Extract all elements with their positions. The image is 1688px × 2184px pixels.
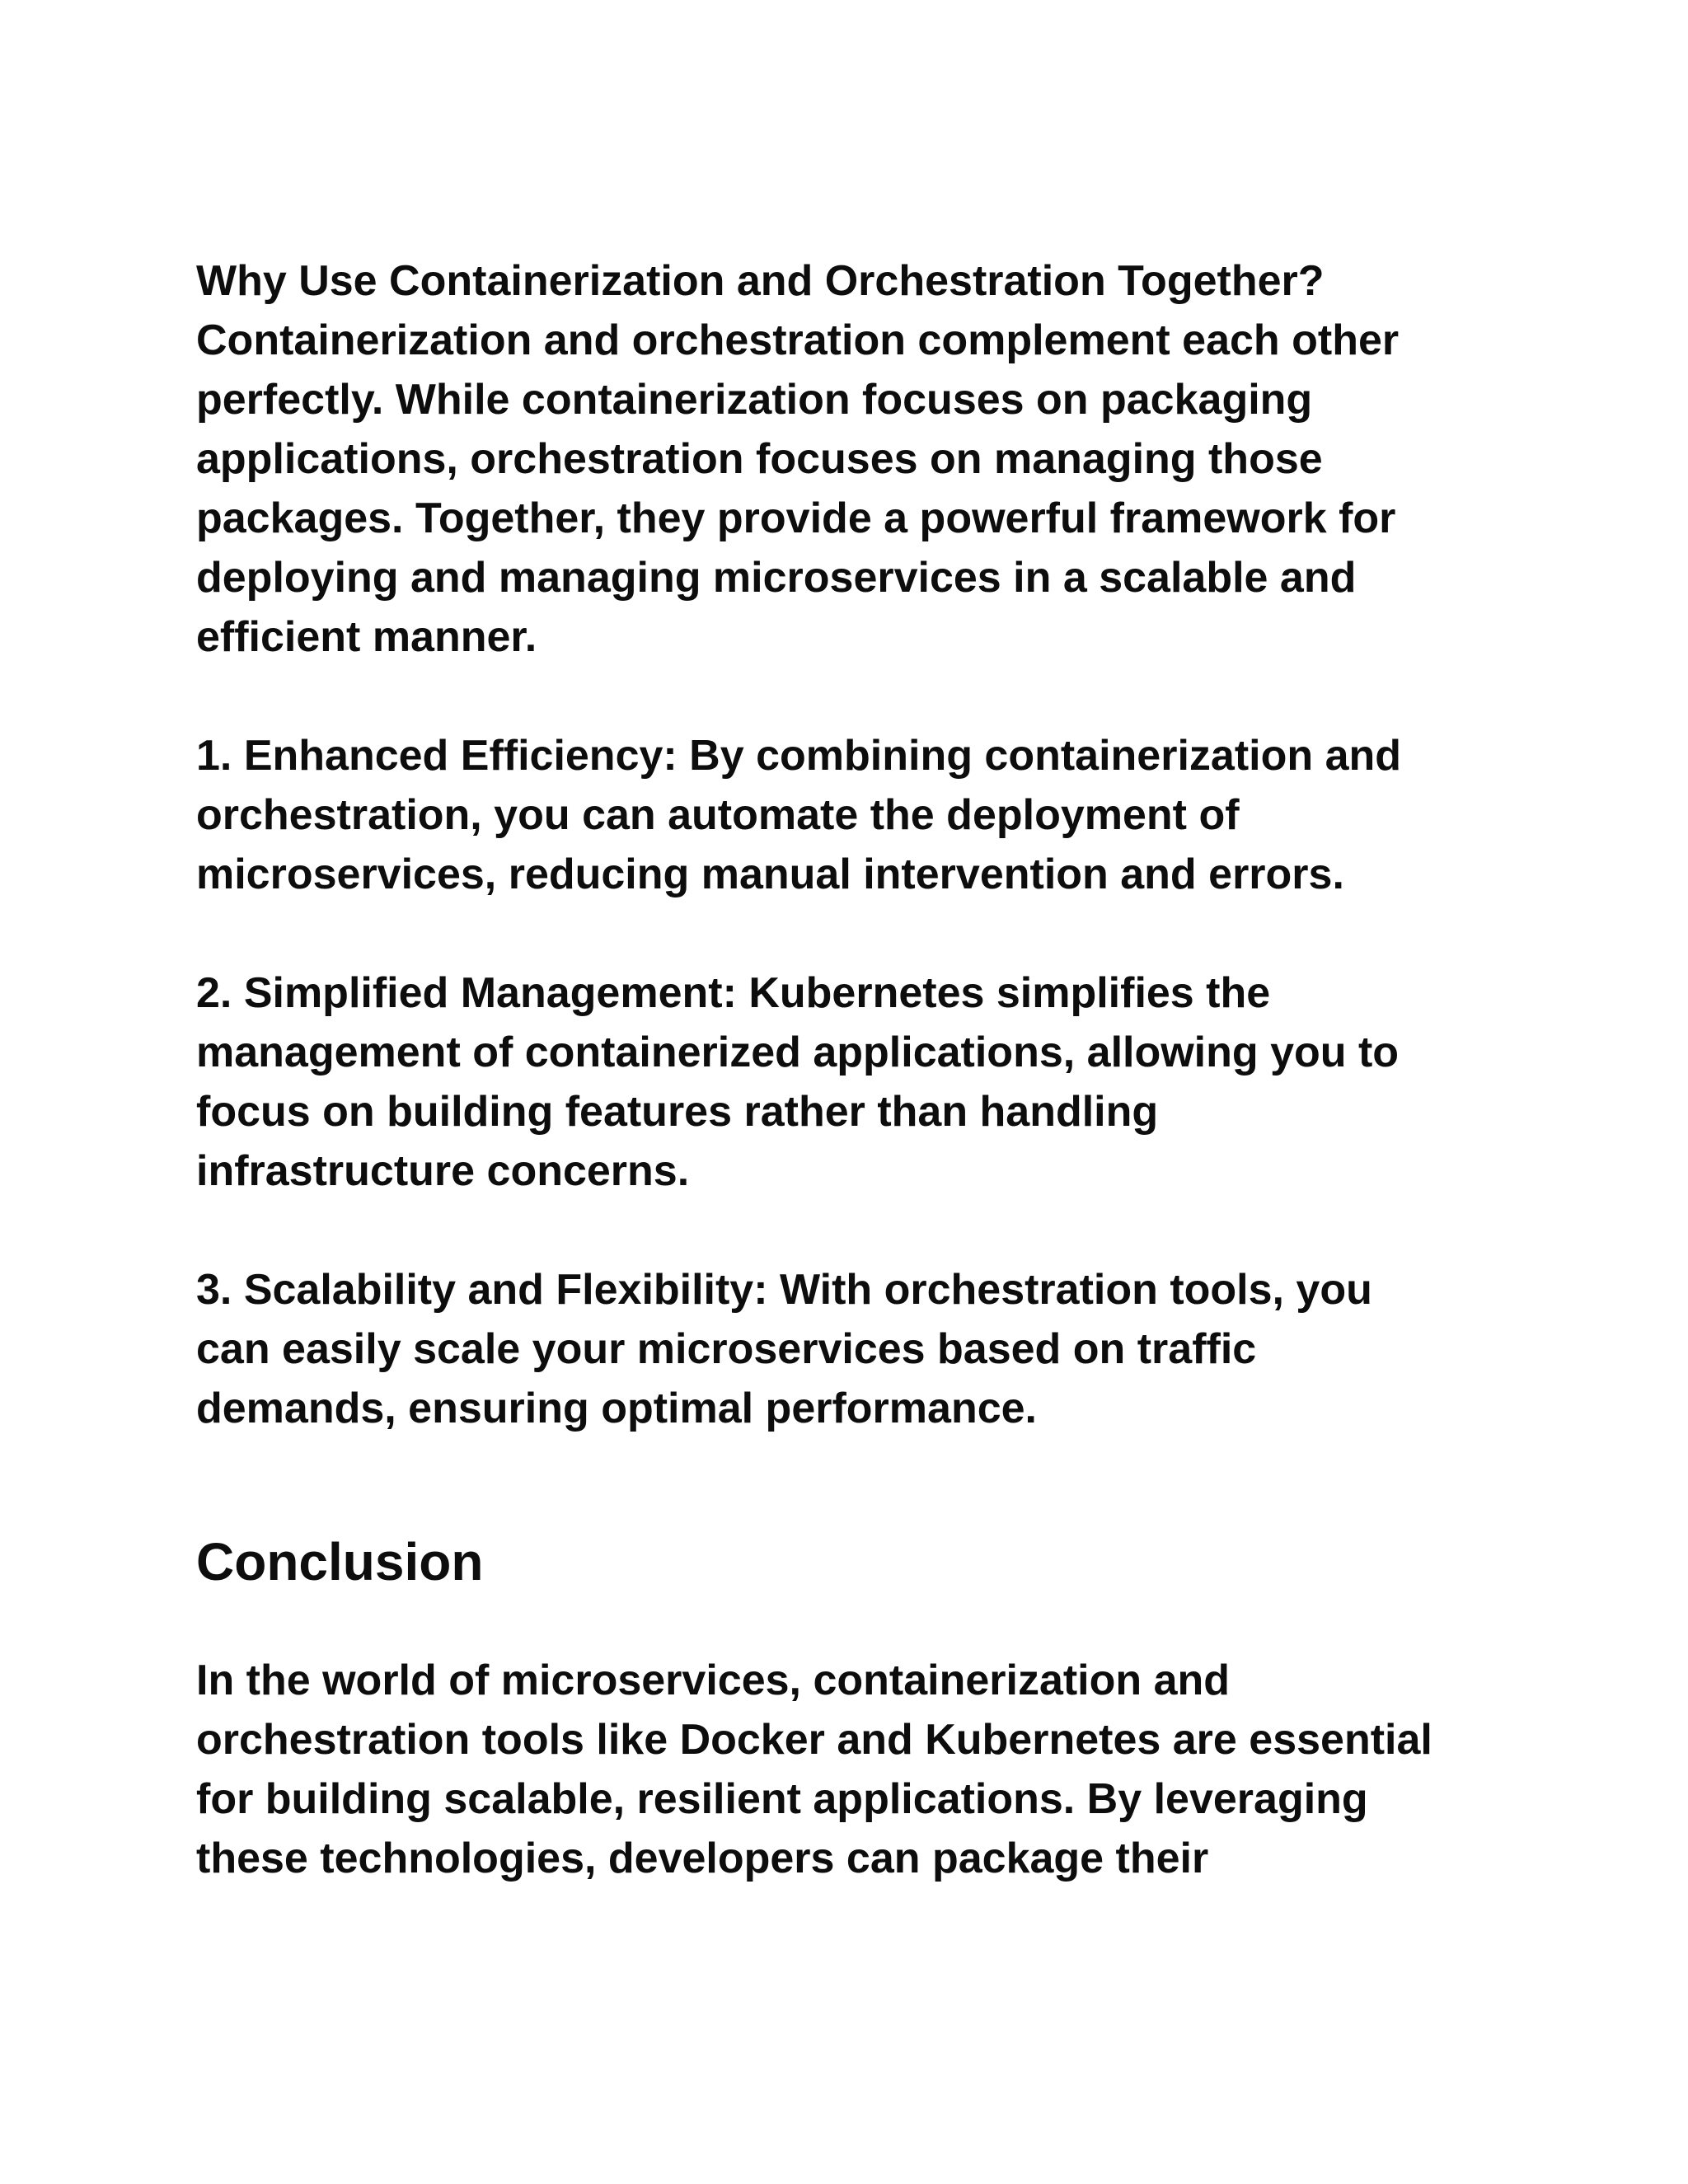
conclusion-heading: Conclusion bbox=[196, 1532, 484, 1591]
intro-line: perfectly. While containerization focuses on packaging bbox=[196, 376, 1313, 424]
intro-line: applications, orchestration focuses on managing those bbox=[196, 435, 1323, 483]
point-line: management of containerized applications, allowing you to bbox=[196, 1029, 1400, 1076]
spacer bbox=[196, 1438, 1498, 1529]
spacer bbox=[196, 1595, 1498, 1651]
spacer bbox=[196, 1201, 1498, 1260]
spacer bbox=[196, 904, 1498, 963]
point-3-paragraph bbox=[196, 1260, 1498, 1438]
intro-paragraph bbox=[196, 251, 1498, 667]
point-line: orchestration, you can automate the deployment of bbox=[196, 791, 1240, 839]
intro-line: Containerization and orchestration complement each other bbox=[196, 316, 1400, 364]
intro-line: efficient manner. bbox=[196, 613, 537, 661]
point-line: microservices, reducing manual intervention and errors. bbox=[196, 851, 1344, 898]
point-1-paragraph bbox=[196, 726, 1498, 904]
point-line: can easily scale your microservices based on traffic bbox=[196, 1325, 1257, 1373]
intro-line: Why Use Containerization and Orchestration Together? bbox=[196, 257, 1325, 305]
point-2-paragraph bbox=[196, 963, 1498, 1201]
point-line: 1. Enhanced Efficiency: By combining containerization and bbox=[196, 732, 1402, 780]
conclusion-line: orchestration tools like Docker and Kubernetes are essential bbox=[196, 1716, 1432, 1764]
conclusion-paragraph bbox=[196, 1651, 1498, 1888]
intro-line: packages. Together, they provide a powerful framework for bbox=[196, 494, 1396, 542]
point-line: demands, ensuring optimal performance. bbox=[196, 1385, 1037, 1432]
document-page bbox=[196, 251, 1498, 1888]
point-line: 2. Simplified Management: Kubernetes simplifies the bbox=[196, 969, 1271, 1017]
spacer bbox=[196, 667, 1498, 726]
conclusion-line: In the world of microservices, containerization and bbox=[196, 1657, 1231, 1704]
conclusion-line: these technologies, developers can package their bbox=[196, 1835, 1209, 1882]
point-line: infrastructure concerns. bbox=[196, 1147, 690, 1195]
point-line: 3. Scalability and Flexibility: With orchestration tools, you bbox=[196, 1266, 1372, 1314]
point-line: focus on building features rather than handling bbox=[196, 1088, 1159, 1136]
conclusion-line: for building scalable, resilient applications. By leveraging bbox=[196, 1775, 1368, 1823]
intro-line: deploying and managing microservices in a scalable and bbox=[196, 554, 1357, 602]
